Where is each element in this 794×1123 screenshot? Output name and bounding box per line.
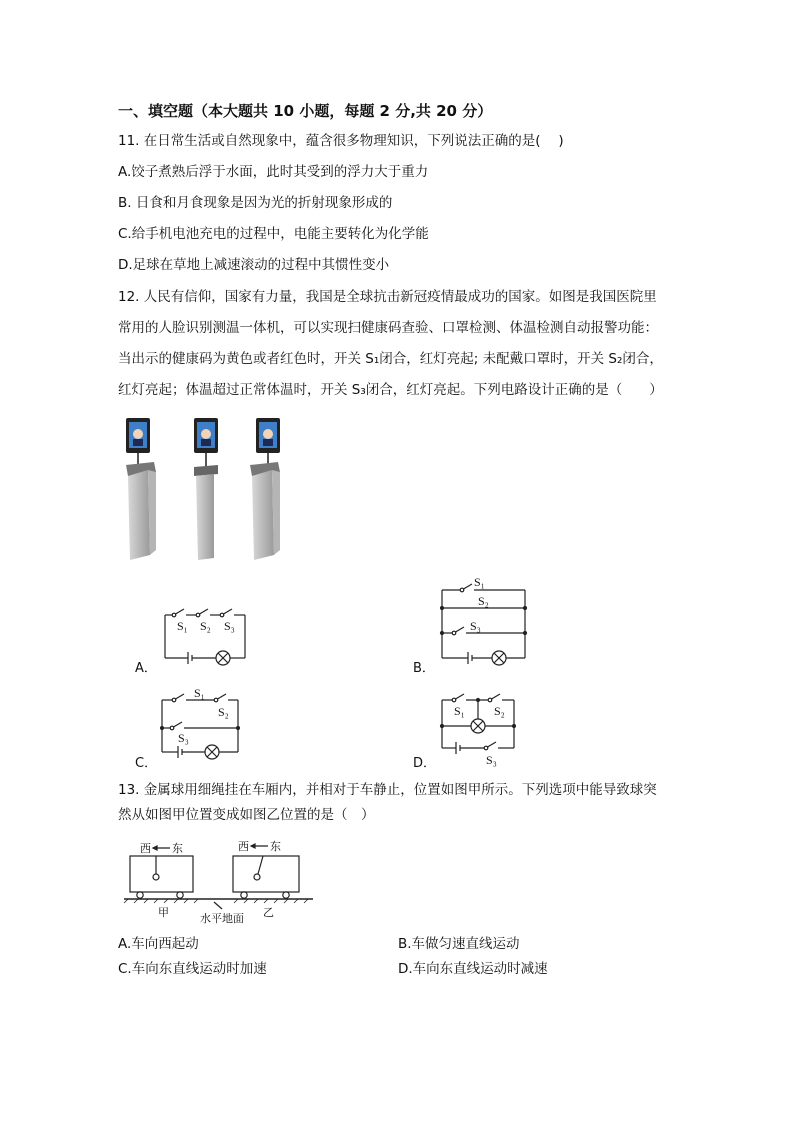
q13-option-b: B.车做匀速直线运动 — [398, 936, 520, 952]
q13-option-a: A.车向西起动 — [118, 936, 199, 952]
direction-east-label: 东 — [270, 840, 281, 853]
q12-line-1: 12. 人民有信仰，国家有力量，我国是全球抗击新冠疫情最成功的国家。如图是我国医院里 — [118, 289, 657, 305]
car-a-label: 甲 — [158, 906, 169, 919]
car-pendulum-figure — [118, 836, 318, 926]
circuit-diagram-a — [150, 600, 260, 670]
q11-option-c: C.给手机电池充电的过程中，电能主要转化为化学能 — [118, 226, 429, 242]
q12-line-2: 常用的人脸识别测温一体机，可以实现扫健康码查验、口罩检测、体温检测自动报警功能： — [118, 320, 658, 336]
face-recognition-machines-image — [118, 410, 298, 565]
q12-option-label-a: A． — [135, 661, 157, 676]
switch-label-s1: S₁ — [194, 686, 205, 700]
q12-line-3: 当出示的健康码为黄色或者红色时，开关 S₁闭合，红灯亮起; 未配戴口罩时，开关 S₂闭合， — [118, 351, 663, 367]
q12-option-label-d: D． — [413, 756, 437, 771]
circuit-diagram-c — [150, 680, 260, 770]
switch-label-s3: S₃ — [470, 619, 481, 633]
switch-label-s1: S₁ — [454, 704, 465, 718]
q11-option-a: A.饺子煮熟后浮于水面，此时其受到的浮力大于重力 — [118, 164, 429, 180]
q12-line-4: 红灯亮起；体温超过正常体温时，开关 S₃闭合，红灯亮起。下列电路设计正确的是（ ） — [118, 382, 663, 398]
switch-label-s2: S₂ — [494, 704, 505, 718]
car-b-label: 乙 — [263, 906, 274, 919]
direction-east-label: 东 — [172, 842, 183, 855]
circuit-diagram-d — [432, 680, 542, 770]
q13-option-d: D.车向东直线运动时减速 — [398, 961, 548, 977]
q12-option-label-b: B． — [413, 661, 435, 676]
circuit-diagram-b — [430, 573, 540, 673]
switch-label-s2: S₂ — [200, 619, 211, 633]
q11-option-d: D.足球在草地上减速滚动的过程中其惯性变小 — [118, 257, 390, 273]
switch-label-s2: S₂ — [478, 594, 489, 608]
q13-line-1: 13. 金属球用细绳挂在车厢内，并相对于车静止，位置如图甲所示。下列选项中能导致球突 — [118, 782, 657, 798]
switch-label-s1: S₁ — [177, 619, 188, 633]
switch-label-s3: S₃ — [224, 619, 235, 633]
direction-west-label: 西 — [140, 842, 151, 855]
section-header: 一、填空题（本大题共 10 小题，每题 2 分,共 20 分） — [118, 102, 493, 120]
q11-stem: 11. 在日常生活或自然现象中，蕴含很多物理知识，下列说法正确的是( ) — [118, 133, 564, 149]
ground-label: 水平地面 — [200, 912, 244, 925]
q13-line-2: 然从如图甲位置变成如图乙位置的是（ ） — [118, 807, 375, 823]
switch-label-s1: S₁ — [474, 575, 485, 589]
q11-option-b: B. 日食和月食现象是因为光的折射现象形成的 — [118, 195, 393, 211]
switch-label-s3: S₃ — [178, 731, 189, 745]
switch-label-s2: S₂ — [218, 705, 229, 719]
q12-option-label-c: C． — [135, 756, 158, 771]
q13-option-c: C.车向东直线运动时加速 — [118, 961, 267, 977]
direction-west-label: 西 — [238, 840, 249, 853]
switch-label-s3: S₃ — [486, 753, 497, 767]
